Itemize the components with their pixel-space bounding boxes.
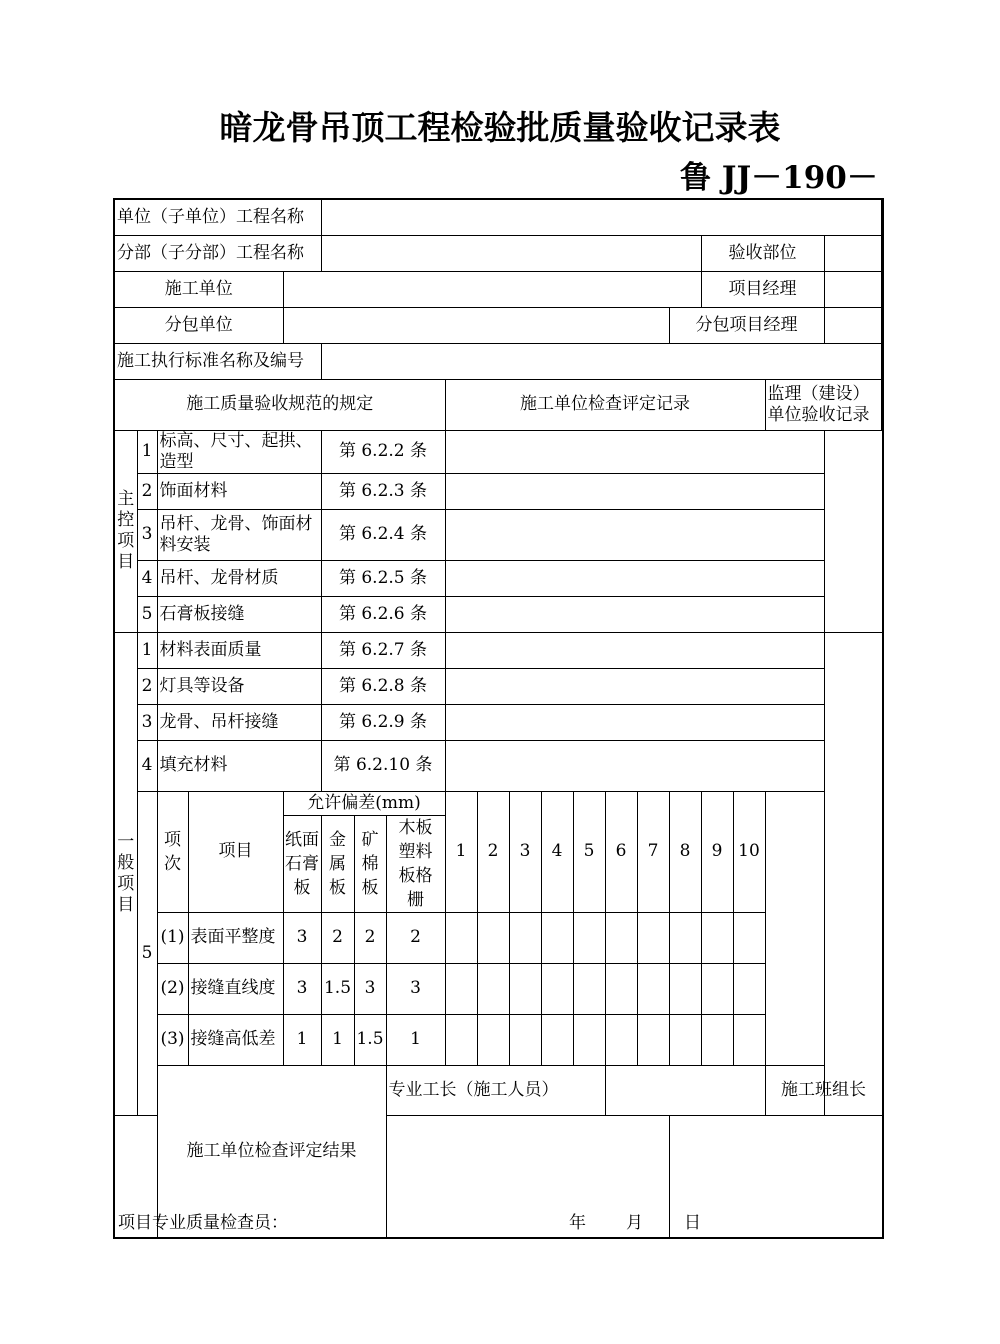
point-heading: 6 xyxy=(605,791,637,912)
team-leader-label: 施工班组长 xyxy=(765,1065,882,1115)
tolerance-seq: (1) xyxy=(157,912,188,963)
inspection-table xyxy=(113,198,884,1239)
material-metal-heading: 金属板 xyxy=(321,815,354,912)
supervisor-record-heading xyxy=(765,379,881,430)
item-name: 吊杆、龙骨、饰面材料安装 xyxy=(157,509,321,560)
supervisor-record-main[interactable] xyxy=(824,430,882,632)
tolerance-value: 3 xyxy=(283,912,321,963)
tolerance-value: 1 xyxy=(386,1014,445,1065)
tolerance-item-name: 接缝高低差 xyxy=(188,1014,283,1065)
unit-name-value[interactable] xyxy=(321,199,881,235)
item-name: 标高、尺寸、起拱、造型 xyxy=(157,430,321,473)
material-mineral-wool-heading: 矿棉板 xyxy=(354,815,386,912)
measure-cell[interactable] xyxy=(541,912,573,963)
measure-cell[interactable] xyxy=(573,912,605,963)
measure-cell[interactable] xyxy=(733,912,765,963)
measure-cell[interactable] xyxy=(477,963,509,1014)
division-name-label: 分部（子分部）工程名称 xyxy=(114,235,321,271)
item-clause: 第 6.2.6 条 xyxy=(321,596,445,632)
date-year-label: 年 xyxy=(569,1213,586,1233)
item-number: 4 xyxy=(137,740,157,791)
tolerance-value: 3 xyxy=(386,963,445,1014)
item-number: 3 xyxy=(137,509,157,560)
contractor-record-cell[interactable] xyxy=(445,668,824,704)
contractor-value[interactable] xyxy=(283,271,701,307)
main-control-label: 主控项目 xyxy=(114,430,137,632)
measure-cell[interactable] xyxy=(445,1014,477,1065)
seq-heading: 项次 xyxy=(157,791,188,912)
point-heading: 4 xyxy=(541,791,573,912)
sub-project-manager-value[interactable] xyxy=(824,307,881,343)
contractor-record-cell[interactable] xyxy=(445,473,824,509)
measure-cell[interactable] xyxy=(733,963,765,1014)
point-heading: 3 xyxy=(509,791,541,912)
tolerance-item-name: 表面平整度 xyxy=(188,912,283,963)
form-code: 鲁 JJ－190－ xyxy=(680,160,878,196)
quality-inspector-label: 项目专业质量检查员： xyxy=(118,1213,288,1233)
measure-cell[interactable] xyxy=(701,963,733,1014)
measure-cell[interactable] xyxy=(669,963,701,1014)
item-number: 1 xyxy=(137,632,157,668)
item-clause: 第 6.2.2 条 xyxy=(321,430,445,473)
point-heading: 10 xyxy=(733,791,765,912)
measure-cell[interactable] xyxy=(445,963,477,1014)
item-clause: 第 6.2.3 条 xyxy=(321,473,445,509)
acceptance-part-label: 验收部位 xyxy=(701,235,824,271)
tolerance-value: 1 xyxy=(283,1014,321,1065)
unit-name-label: 单位（子单位）工程名称 xyxy=(114,199,321,235)
project-manager-value[interactable] xyxy=(824,271,881,307)
standard-value[interactable] xyxy=(321,343,881,379)
contractor-record-cell[interactable] xyxy=(445,704,824,740)
measure-cell[interactable] xyxy=(669,1014,701,1065)
item-clause: 第 6.2.9 条 xyxy=(321,704,445,740)
measure-cell[interactable] xyxy=(701,1014,733,1065)
spec-column-heading: 施工质量验收规范的规定 xyxy=(114,379,445,430)
tolerance-value: 3 xyxy=(354,963,386,1014)
item-clause: 第 6.2.4 条 xyxy=(321,509,445,560)
item-clause: 第 6.2.8 条 xyxy=(321,668,445,704)
item-name: 灯具等设备 xyxy=(157,668,321,704)
item-clause: 第 6.2.10 条 xyxy=(321,740,445,791)
measure-cell[interactable] xyxy=(541,1014,573,1065)
result-signature-area[interactable] xyxy=(114,1115,701,1238)
project-manager-label: 项目经理 xyxy=(701,271,824,307)
point-heading: 5 xyxy=(573,791,605,912)
item-clause: 第 6.2.7 条 xyxy=(321,632,445,668)
subcontractor-label: 分包单位 xyxy=(114,307,283,343)
measure-cell[interactable] xyxy=(605,963,637,1014)
measure-cell[interactable] xyxy=(573,1014,605,1065)
document-title: 暗龙骨吊顶工程检验批质量验收记录表 xyxy=(219,108,781,147)
point-heading: 2 xyxy=(477,791,509,912)
item-clause: 第 6.2.5 条 xyxy=(321,560,445,596)
point-heading: 1 xyxy=(445,791,477,912)
contractor-record-cell[interactable] xyxy=(445,560,824,596)
sub-project-manager-label: 分包项目经理 xyxy=(669,307,824,343)
contractor-result-label: 施工单位检查评定结果 xyxy=(157,1065,386,1238)
point-heading: 7 xyxy=(637,791,669,912)
tolerance-seq: (2) xyxy=(157,963,188,1014)
measure-cell[interactable] xyxy=(733,1014,765,1065)
point-heading: 9 xyxy=(701,791,733,912)
tolerance-value: 1 xyxy=(321,1014,354,1065)
supervisor-heading-line1: 监理（建设） xyxy=(767,383,870,404)
item-name: 材料表面质量 xyxy=(157,632,321,668)
measure-cell[interactable] xyxy=(605,1014,637,1065)
tolerance-value: 1.5 xyxy=(354,1014,386,1065)
contractor-record-heading: 施工单位检查评定记录 xyxy=(445,379,765,430)
item-number: 2 xyxy=(137,473,157,509)
contractor-record-cell[interactable] xyxy=(445,430,824,473)
point-heading: 8 xyxy=(669,791,701,912)
measure-cell[interactable] xyxy=(605,912,637,963)
item-name: 龙骨、吊杆接缝 xyxy=(157,704,321,740)
measure-cell[interactable] xyxy=(637,912,669,963)
tolerance-value: 1.5 xyxy=(321,963,354,1014)
measure-cell[interactable] xyxy=(509,963,541,1014)
tolerance-value: 2 xyxy=(386,912,445,963)
measure-cell[interactable] xyxy=(509,1014,541,1065)
foreman-value[interactable] xyxy=(605,1065,765,1115)
contractor-record-cell[interactable] xyxy=(445,596,824,632)
contractor-record-cell[interactable] xyxy=(445,632,824,668)
tolerance-value: 3 xyxy=(283,963,321,1014)
material-wood-plastic-heading: 木板塑料板格栅 xyxy=(386,815,445,912)
tolerance-value: 2 xyxy=(321,912,354,963)
item-name: 石膏板接缝 xyxy=(157,596,321,632)
measure-cell[interactable] xyxy=(445,912,477,963)
division-name-value[interactable] xyxy=(321,235,701,271)
measure-cell[interactable] xyxy=(573,963,605,1014)
date-month-label: 月 xyxy=(626,1213,643,1233)
acceptance-part-value[interactable] xyxy=(824,235,881,271)
measure-cell[interactable] xyxy=(637,963,669,1014)
contractor-record-cell[interactable] xyxy=(445,740,824,791)
item-name: 饰面材料 xyxy=(157,473,321,509)
supervisor-record-general[interactable] xyxy=(824,632,882,1115)
item-number: 1 xyxy=(137,430,157,473)
subcontractor-value[interactable] xyxy=(283,307,669,343)
tolerance-item-number: 5 xyxy=(137,791,157,1115)
measure-cell[interactable] xyxy=(637,1014,669,1065)
measure-cell[interactable] xyxy=(669,912,701,963)
allowed-deviation-heading: 允许偏差(mm) xyxy=(283,791,445,815)
measure-cell[interactable] xyxy=(701,912,733,963)
item-number: 5 xyxy=(137,596,157,632)
item-number: 2 xyxy=(137,668,157,704)
measure-cell[interactable] xyxy=(541,963,573,1014)
item-heading: 项目 xyxy=(188,791,283,912)
team-leader-value[interactable] xyxy=(882,1065,883,1115)
contractor-label: 施工单位 xyxy=(114,271,283,307)
tolerance-item-name: 接缝直线度 xyxy=(188,963,283,1014)
date-day-label: 日 xyxy=(684,1213,701,1233)
tolerance-seq: (3) xyxy=(157,1014,188,1065)
measure-cell[interactable] xyxy=(477,1014,509,1065)
item-number: 4 xyxy=(137,560,157,596)
foreman-label: 专业工长（施工人员） xyxy=(386,1065,605,1115)
tolerance-value: 2 xyxy=(354,912,386,963)
general-items-label: 一般项目 xyxy=(114,632,137,1115)
measure-cell[interactable] xyxy=(509,912,541,963)
material-gypsum-heading: 纸面石膏板 xyxy=(283,815,321,912)
item-number: 3 xyxy=(137,704,157,740)
contractor-record-cell[interactable] xyxy=(445,509,824,560)
item-name: 吊杆、龙骨材质 xyxy=(157,560,321,596)
standard-label: 施工执行标准名称及编号 xyxy=(114,343,321,379)
measure-cell[interactable] xyxy=(477,912,509,963)
item-name: 填充材料 xyxy=(157,740,321,791)
supervisor-heading-line2: 单位验收记录 xyxy=(767,404,870,425)
